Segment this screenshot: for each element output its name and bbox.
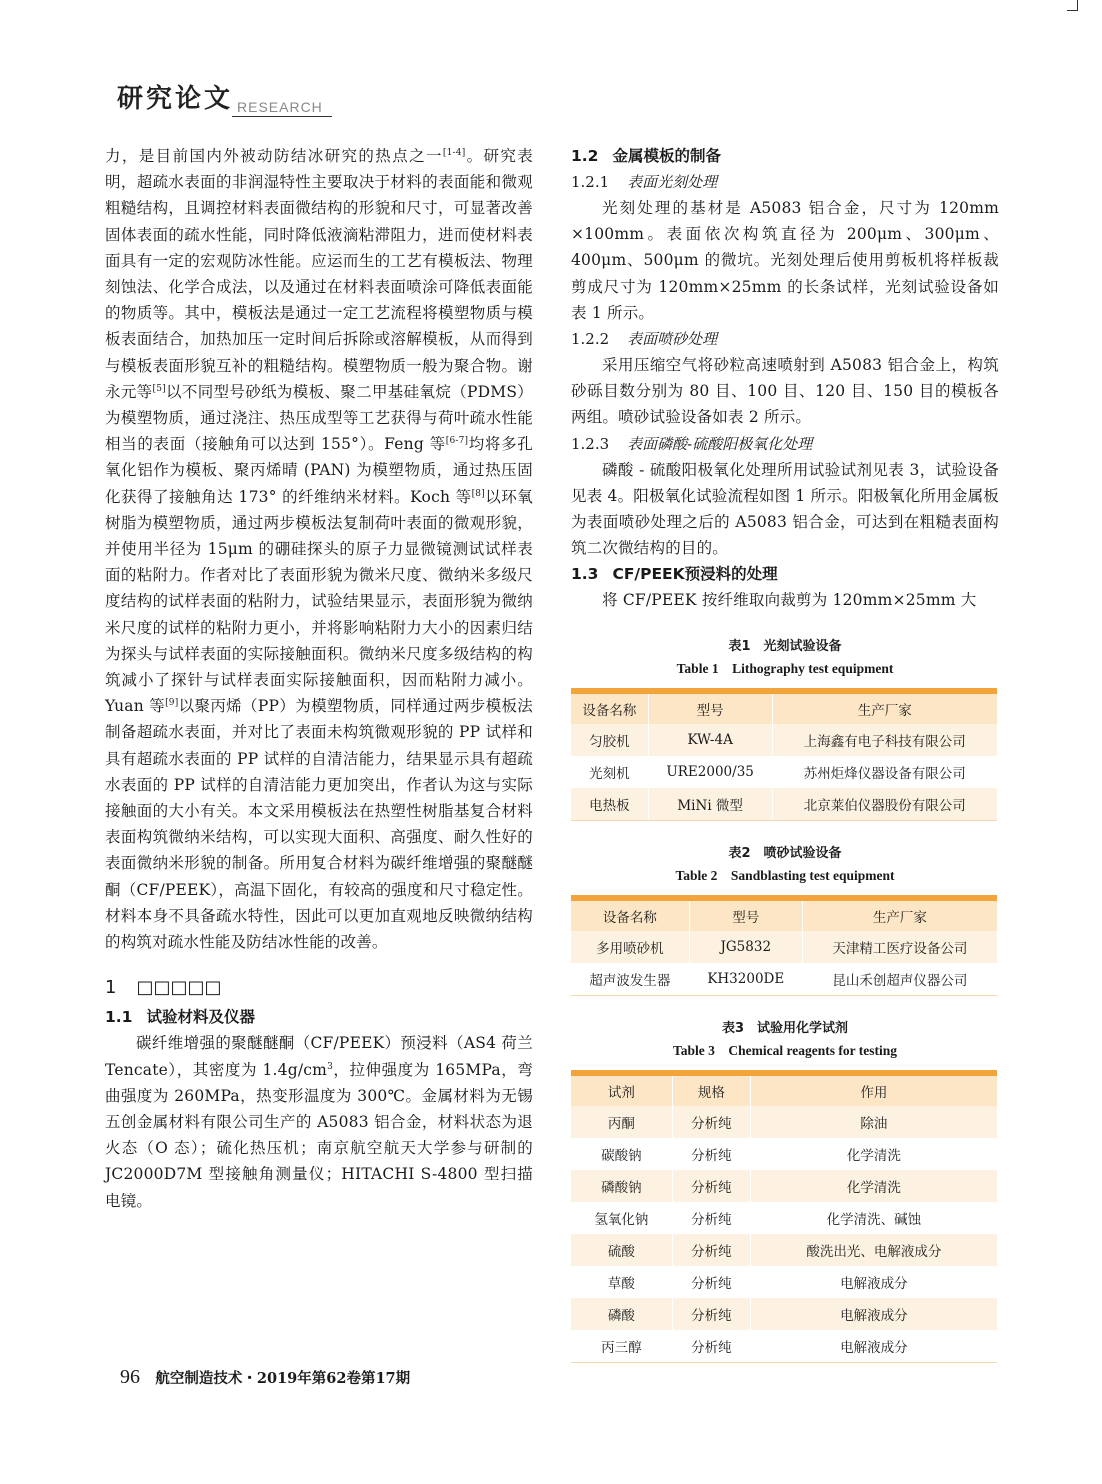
data-table	[571, 688, 997, 821]
table-cell: 除油	[750, 1106, 997, 1138]
right-column	[571, 143, 999, 1363]
sandblasting-paragraph: 采用压缩空气将砂粒高速喷射到 A5083 铝合金上，构筑砂砾目数分别为 80 目、100 目、120 目、150 目的模板各两组。喷砂试验设备如表 2 所示。	[571, 356, 999, 427]
table-cell: 电热板	[571, 788, 648, 821]
table-header-cell: 型号	[689, 898, 802, 931]
table-cell: 化学清洗、碱蚀	[750, 1202, 997, 1234]
table-cell: MiNi 微型	[648, 788, 772, 821]
section-heading-1-2-2: 1.2.2 表面喷砂处理	[571, 330, 718, 349]
table-caption-en: Table 1 Lithography test equipment	[676, 660, 894, 676]
table-2	[571, 843, 999, 996]
table-row	[571, 1330, 997, 1363]
table-cell: 化学清洗	[750, 1170, 997, 1202]
table-cell: KW-4A	[648, 724, 772, 756]
tables-area	[571, 636, 999, 1363]
table-header-cell: 设备名称	[571, 898, 689, 931]
table-cell: JG5832	[689, 931, 802, 963]
table-cell: 苏州炬烽仪器设备有限公司	[772, 756, 997, 788]
table-cell: 超声波发生器	[571, 963, 689, 996]
table-caption-cn: 表3 试验用化学试剂	[721, 1020, 849, 1036]
journal-info: 航空制造技术・2019年第62卷第17期	[155, 1370, 411, 1387]
citation: [8]	[471, 488, 485, 499]
table-cell: 酸洗出光、电解液成分	[750, 1234, 997, 1266]
table-header-cell: 生产厂家	[772, 691, 997, 724]
table-caption-en: Table 3 Chemical reagents for testing	[673, 1042, 897, 1058]
table-header-cell: 设备名称	[571, 691, 648, 724]
table-cell: 草酸	[571, 1266, 672, 1298]
table-cell: 硫酸	[571, 1234, 672, 1266]
table-caption-en: Table 2 Sandblasting test equipment	[675, 867, 895, 883]
page-footer	[120, 1366, 410, 1389]
materials-paragraph: 碳纤维增强的聚醚醚酮（CF/PEEK）预浸料（AS4 荷兰 Tencate），其密度为 $1.4g/cm^3$，拉伸强度为 165MPa，弯曲强度为 260MPa，热变形温度为 300℃。金属材料为无锡五创金属材料有限公司生产的 A5083 铝合金，材料状态为退火态（O 态）；硫化热压机；南京航空航天大学参与研制的 JC2000D7M 型接触角测量仪；HITACHI S-4800 型扫描电镜。	[105, 1034, 534, 1210]
citation: [6-7]	[445, 436, 469, 447]
page-number: 96	[120, 1366, 140, 1388]
table-cell: KH3200DE	[689, 963, 802, 996]
table-row	[571, 1106, 997, 1138]
table-header-cell: 作用	[750, 1073, 997, 1106]
table-cell: 碳酸钠	[571, 1138, 672, 1170]
table-cell: 丙酮	[571, 1106, 672, 1138]
data-table	[571, 895, 997, 996]
table-cell: 磷酸	[571, 1298, 672, 1330]
anodizing-paragraph: 磷酸 - 硫酸阳极氧化处理所用试验试剂见表 3，试验设备见表 4。阳极氧化试验流程如图 1 所示。阳极氧化所用金属板为表面喷砂处理之后的 A5083 铝合金，可达到在粗糙表面构筑二次微结构的目的。	[571, 460, 1000, 558]
table-cell: 丙三醇	[571, 1330, 672, 1363]
table-cell: 电解液成分	[750, 1266, 997, 1298]
table-cell: 分析纯	[672, 1106, 750, 1138]
table-row	[571, 1266, 997, 1298]
section-heading-1-3: 1.3 CF/PEEK预浸料的处理	[571, 565, 778, 584]
table-cell: 多用喷砂机	[571, 931, 689, 963]
table-header-cell: 规格	[672, 1073, 750, 1106]
table-row	[571, 1234, 997, 1266]
table-cell: 化学清洗	[750, 1138, 997, 1170]
lithography-paragraph: 光刻处理的基材是 A5083 铝合金，尺寸为 120mm ×100mm。表面依次构筑直径为 200μm、300μm、400μm、500μm 的微坑。光刻处理后使用剪板机将样板裁剪成尺寸为 120mm×25mm 的长条试样，光刻试验设备如表 1 所示。	[571, 199, 999, 322]
table-cell: 天津精工医疗设备公司	[802, 931, 997, 963]
table-caption-cn: 表2 喷砂试验设备	[728, 845, 842, 861]
table-row	[571, 1170, 997, 1202]
table-row	[571, 756, 997, 788]
table-cell: 北京莱伯仪器股份有限公司	[772, 788, 997, 821]
table-cell: 分析纯	[672, 1330, 750, 1363]
table-row	[571, 724, 997, 756]
crop-mark	[1067, 0, 1078, 11]
left-column	[105, 143, 533, 1214]
section-heading-1-2: 1.2 金属模板的制备	[571, 147, 721, 165]
table-row	[571, 1202, 997, 1234]
table-header-cell: 生产厂家	[802, 898, 997, 931]
table-row	[571, 1298, 997, 1330]
table-cell: 分析纯	[672, 1266, 750, 1298]
intro-paragraph: 力，是目前国内外被动防结冰研究的热点之一[1-4]。研究表明，超疏水表面的非润湿特性主要取决于材料的表面能和微观粗糙结构，且调控材料表面微结构的形貌和尺寸，可显著改善固体表面的疏水性能，同时降低液滴粘滞阻力，进而使材料表面具有一定的宏观防冰性能。应运而生的工艺有模板法、物理刻蚀法、化学合成法，以及通过在材料表面喷涂可降低表面能的物质等。其中，模板法是通过一定工艺流程将模塑物质与模板表面结合，加热加压一定时间后拆除或溶解模板，从而得到与模板表面形貌互补的粗糙结构。模塑物质一般为聚合物。谢永元等[5]以不同型号砂纸为模板、聚二甲基硅氧烷（PDMS）为模塑物质，通过浇注、热压成型等工艺获得与荷叶疏水性能相当的表面（接触角可以达到 155°）。Feng 等[6-7]均将多孔氧化铝作为模板、聚丙烯晴 (PAN) 为模塑物质，通过热压固化获得了接触角达 173° 的纤维纳米材料。Koch 等[8]以环氧树脂为模塑物质，通过两步模板法复制荷叶表面的微观形貌，并使用半径为 15μm 的硼硅探头的原子力显微镜测试试样表面的粘附力。作者对比了表面形貌为微米尺度、微纳米多级尺度结构的试样表面的粘附力，试验结果显示，表面形貌为微纳米尺度的试样的粘附力更小，并将影响粘附力大小的因素归结为探头与试样表面的实际接触面积。微纳米尺度多级结构的构筑减小了探针与试样表面实际接触面积，因而粘附力减小。Yuan 等[9]以聚丙烯（PP）为模塑物质，同样通过两步模板法制备超疏水表面，并对比了表面未构筑微观形貌的 PP 试样和具有超疏水表面的 PP 试样的自清洁能力，结果显示具有超疏水表面的 PP 试样的自清洁能力更加突出，作者认为这与实际接触面的大小有关。本文采用模板法在热塑性树脂基复合材料表面构筑微纳米结构，可以实现大面积、高强度、耐久性好的表面微纳米形貌的制备。所用复合材料为碳纤维增强的聚醚醚酮（CF/PEEK），高温下固化，有较高的强度和尺寸稳定性。材料本身不具备疏水特性，因此可以更加直观地反映微纳结构的构筑对疏水性能及防结冰性能的改善。	[105, 147, 534, 952]
header-rule	[232, 116, 332, 117]
table-row	[571, 1138, 997, 1170]
citation: [5]	[152, 383, 166, 394]
table-header-cell: 型号	[648, 691, 772, 724]
page-header	[105, 78, 1000, 118]
section-heading-1-2-1: 1.2.1 表面光刻处理	[571, 173, 718, 191]
prepreg-paragraph: 将 CF/PEEK 按纤维取向裁剪为 120mm×25mm 大	[602, 591, 977, 610]
table-header-cell: 试剂	[571, 1073, 672, 1106]
section-heading-1: 1 □□□□□	[105, 977, 222, 999]
table-cell: 分析纯	[672, 1202, 750, 1234]
table-3	[571, 1018, 999, 1363]
table-cell: 电解液成分	[750, 1298, 997, 1330]
table-cell: 分析纯	[672, 1170, 750, 1202]
citation: [9]	[165, 698, 179, 709]
section-title: 研究论文	[117, 84, 234, 114]
table-cell: 磷酸钠	[571, 1170, 672, 1202]
table-row	[571, 788, 997, 821]
table-cell: 匀胶机	[571, 724, 648, 756]
table-cell: 昆山禾创超声仪器公司	[802, 963, 997, 996]
table-cell: 上海鑫有电子科技有限公司	[772, 724, 997, 756]
table-cell: 分析纯	[672, 1234, 750, 1266]
section-heading-1-2-3: 1.2.3 表面磷酸-硫酸阳极氧化处理	[571, 434, 813, 453]
table-1	[571, 636, 999, 821]
table-cell: 电解液成分	[750, 1330, 997, 1363]
table-cell: 光刻机	[571, 756, 648, 788]
table-cell: URE2000/35	[648, 756, 772, 788]
table-caption-cn: 表1 光刻试验设备	[728, 638, 842, 654]
section-subtitle: RESEARCH	[237, 99, 323, 115]
citation: [1-4]	[442, 147, 466, 158]
table-row	[571, 931, 997, 963]
table-cell: 分析纯	[672, 1298, 750, 1330]
table-cell: 分析纯	[672, 1138, 750, 1170]
section-heading-1-1: 1.1 试验材料及仪器	[105, 1008, 255, 1027]
table-cell: 氢氧化钠	[571, 1202, 672, 1234]
data-table	[571, 1070, 997, 1363]
table-row	[571, 963, 997, 996]
